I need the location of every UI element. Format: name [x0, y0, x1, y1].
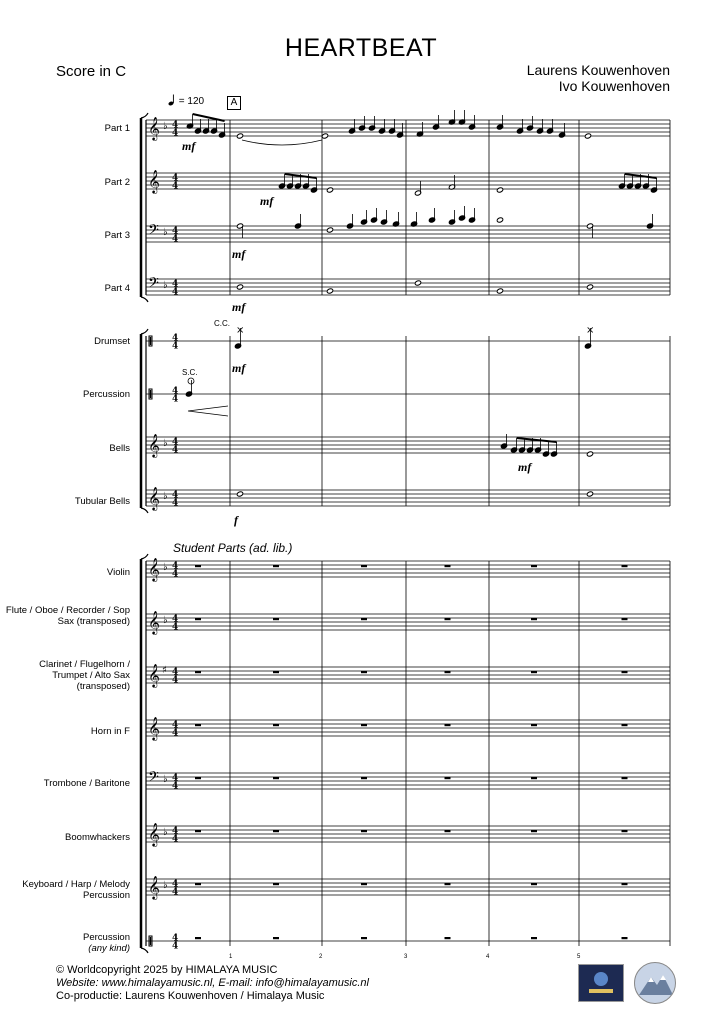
whole-note: [236, 491, 243, 497]
coproduction-credit: Co-productie: Laurens Kouwenhoven / Himalaya Music: [56, 990, 325, 1002]
time-signature-bottom: 4: [172, 234, 179, 245]
sc-annotation: S.C.: [182, 368, 198, 377]
whole-rest-icon: [622, 883, 628, 885]
sharp-icon: ♯: [162, 665, 167, 676]
whole-rest-icon: [273, 671, 279, 673]
whole-rest-icon: [531, 937, 537, 939]
beam: [517, 438, 557, 442]
whole-rest-icon: [195, 724, 201, 726]
staff-12: [146, 720, 670, 736]
whole-note: [236, 133, 243, 139]
whole-rest-icon: [273, 724, 279, 726]
dynamic-part-1: mf: [182, 139, 196, 153]
time-signature-top: 4: [172, 826, 179, 837]
whole-rest-icon: [531, 565, 537, 567]
bracket-hook: [141, 508, 148, 513]
cymbal-icon: ×: [236, 325, 245, 336]
whole-rest-icon: [445, 937, 451, 939]
time-signature-top: 4: [172, 226, 179, 237]
measure-number-2: 2: [319, 954, 323, 960]
dynamic-part-2: mf: [260, 194, 274, 208]
time-signature-bottom: 4: [172, 341, 179, 352]
flat-icon: ♭: [163, 438, 168, 449]
whole-rest-icon: [622, 565, 628, 567]
whole-rest-icon: [531, 724, 537, 726]
staff-7: [146, 437, 670, 453]
whole-rest-icon: [195, 830, 201, 832]
whole-rest-icon: [361, 724, 367, 726]
student-parts-label: Student Parts (ad. lib.): [173, 541, 293, 555]
whole-rest-icon: [445, 724, 451, 726]
whole-rest-icon: [195, 777, 201, 779]
whole-note: [586, 284, 593, 290]
time-signature-bottom: 4: [172, 834, 179, 845]
instrument-subtitle: (any kind): [88, 943, 130, 954]
treble-clef-icon: 𝄞: [148, 486, 160, 510]
whole-rest-icon: [531, 618, 537, 620]
staff-3: [146, 226, 670, 242]
dynamic-tubular-bells: f: [234, 513, 238, 527]
treble-clef-icon: 𝄞: [148, 169, 160, 193]
whole-note: [496, 187, 503, 193]
treble-clef-icon: 𝄞: [148, 822, 160, 846]
instrument-name: Percussion: [83, 932, 130, 943]
tempo-value: = 120: [178, 96, 205, 107]
time-signature-top: 4: [172, 437, 179, 448]
dynamic-bells: mf: [518, 460, 532, 474]
whole-rest-icon: [622, 724, 628, 726]
himalaya-music-logo: [634, 962, 676, 1004]
flat-icon: ♭: [163, 562, 168, 573]
percussion-clef-icon: [150, 390, 151, 398]
staff-13: [146, 773, 670, 789]
album-art-icon: [579, 965, 623, 1001]
composer-2: Ivo Kouwenhoven: [558, 78, 670, 94]
whole-note: [496, 288, 503, 294]
cymbal-icon: ×: [586, 325, 595, 336]
instrument-label-percussion: Percussion: [83, 389, 130, 400]
whole-rest-icon: [195, 883, 201, 885]
instrument-label-trombone: Trombone / Baritone: [43, 778, 130, 789]
measure-number-5: 5: [577, 954, 581, 960]
measure-number-4: 4: [486, 954, 490, 960]
treble-clef-icon: 𝄞: [148, 116, 160, 140]
staff-9: [146, 561, 670, 577]
time-signature-top: 4: [172, 173, 179, 184]
flat-icon: ♭: [163, 827, 168, 838]
note-head: [326, 227, 333, 233]
treble-clef-icon: 𝄞: [148, 433, 160, 457]
rehearsal-mark-a: A: [227, 96, 241, 110]
measure-number-3: 3: [404, 954, 408, 960]
time-signature-bottom: 4: [172, 887, 179, 898]
time-signature-bottom: 4: [172, 622, 179, 633]
website-contact[interactable]: Website: www.himalayamusic.nl, E-mail: info@himalayamusic.nl: [56, 977, 369, 989]
whole-rest-icon: [531, 671, 537, 673]
instrument-label-drumset: Drumset: [94, 336, 130, 347]
time-signature-bottom: 4: [172, 675, 179, 686]
staff-11: [146, 667, 670, 683]
bass-clef-icon: 𝄢: [148, 222, 159, 242]
time-signature-top: 4: [172, 720, 179, 731]
time-signature-top: 4: [172, 614, 179, 625]
whole-rest-icon: [361, 883, 367, 885]
time-signature-bottom: 4: [172, 128, 179, 139]
instrument-label-part-3: Part 3: [104, 230, 130, 241]
whole-note: [321, 133, 328, 139]
instrument-label-violin: Violin: [106, 567, 130, 578]
percussion-clef-icon: [150, 337, 151, 345]
treble-clef-icon: 𝄞: [148, 610, 160, 634]
time-signature-bottom: 4: [172, 498, 179, 509]
whole-rest-icon: [361, 937, 367, 939]
time-signature-bottom: 4: [172, 445, 179, 456]
time-signature-bottom: 4: [172, 394, 179, 405]
time-signature-top: 4: [172, 333, 179, 344]
composer-1: Laurens Kouwenhoven: [526, 62, 670, 78]
time-signature-top: 4: [172, 490, 179, 501]
instrument-label-tubular-bells: Tubular Bells: [74, 496, 130, 507]
score-label: Score in C: [56, 63, 127, 80]
time-signature-top: 4: [172, 279, 179, 290]
time-signature-top: 4: [172, 561, 179, 572]
whole-rest-icon: [622, 830, 628, 832]
whole-rest-icon: [445, 777, 451, 779]
whole-rest-icon: [622, 937, 628, 939]
whole-rest-icon: [361, 618, 367, 620]
soft-mallet-icon: [188, 378, 194, 384]
instrument-label-flute: Flute / Oboe / Recorder / Sop Sax (transposed): [5, 605, 130, 627]
time-signature-bottom: 4: [172, 569, 179, 580]
bracket-hook: [141, 329, 148, 334]
whole-rest-icon: [361, 565, 367, 567]
whole-rest-icon: [195, 565, 201, 567]
whole-rest-icon: [622, 618, 628, 620]
whole-rest-icon: [445, 830, 451, 832]
whole-rest-icon: [361, 830, 367, 832]
whole-note: [584, 133, 591, 139]
treble-clef-icon: 𝄞: [148, 716, 160, 740]
whole-rest-icon: [445, 883, 451, 885]
time-signature-top: 4: [172, 386, 179, 397]
instrument-label-clarinet: Clarinet / Flugelhorn / Trumpet / Alto Sax (transposed): [39, 659, 130, 692]
time-signature-top: 4: [172, 667, 179, 678]
whole-rest-icon: [273, 618, 279, 620]
bass-clef-icon: 𝄢: [148, 275, 159, 295]
score-title: HEARTBEAT: [284, 34, 438, 62]
bracket-hook: [141, 948, 148, 953]
time-signature-bottom: 4: [172, 781, 179, 792]
whole-rest-icon: [273, 777, 279, 779]
instrument-label-part-2: Part 2: [104, 177, 130, 188]
bracket-hook: [141, 113, 148, 118]
staff-15: [146, 879, 670, 895]
whole-note: [586, 451, 593, 457]
whole-rest-icon: [445, 565, 451, 567]
flat-icon: ♭: [163, 615, 168, 626]
staff-10: [146, 614, 670, 630]
time-signature-top: 4: [172, 933, 179, 944]
time-signature-bottom: 4: [172, 287, 179, 298]
instrument-label-bells: Bells: [109, 443, 130, 454]
whole-rest-icon: [273, 883, 279, 885]
whole-note: [496, 217, 503, 223]
measure-number-1: 1: [229, 954, 233, 960]
instrument-label-part-1: Part 1: [104, 123, 130, 134]
staff-14: [146, 826, 670, 842]
whole-rest-icon: [195, 618, 201, 620]
bass-clef-icon: 𝄢: [148, 769, 159, 789]
instrument-label-keyboard: Keyboard / Harp / Melody Percussion: [22, 879, 130, 901]
whole-note: [326, 187, 333, 193]
whole-note: [236, 284, 243, 290]
flat-icon: ♭: [163, 880, 168, 891]
whole-rest-icon: [361, 671, 367, 673]
whole-rest-icon: [273, 937, 279, 939]
bracket-hook: [141, 554, 148, 559]
treble-clef-icon: 𝄞: [148, 875, 160, 899]
crescendo-hairpin: [188, 406, 228, 416]
time-signature-bottom: 4: [172, 941, 179, 952]
treble-clef-icon: 𝄞: [148, 663, 160, 687]
time-signature-top: 4: [172, 120, 179, 131]
whole-rest-icon: [445, 618, 451, 620]
mountain-logo-icon: [635, 963, 675, 1003]
whole-rest-icon: [622, 777, 628, 779]
time-signature-top: 4: [172, 879, 179, 890]
whole-note: [414, 280, 421, 286]
bracket-hook: [141, 297, 148, 302]
time-signature-top: 4: [172, 773, 179, 784]
tie: [242, 140, 322, 145]
whole-rest-icon: [195, 671, 201, 673]
treble-clef-icon: 𝄞: [148, 557, 160, 581]
instrument-label-part-4: Part 4: [104, 283, 130, 294]
whole-rest-icon: [445, 671, 451, 673]
whole-rest-icon: [531, 883, 537, 885]
whole-rest-icon: [273, 565, 279, 567]
whole-rest-icon: [195, 937, 201, 939]
dynamic-drumset: mf: [232, 361, 246, 375]
whole-rest-icon: [531, 777, 537, 779]
flat-icon: ♭: [163, 491, 168, 502]
percussion-clef-icon: [150, 937, 151, 945]
copyright-notice: © Worldcopyright 2025 by HIMALAYA MUSIC: [56, 964, 278, 976]
flat-icon: ♭: [163, 227, 168, 238]
staff-2: [146, 173, 670, 189]
whole-rest-icon: [531, 830, 537, 832]
dynamic-part-3: mf: [232, 247, 246, 261]
cc-annotation: C.C.: [214, 319, 230, 328]
flat-icon: ♭: [163, 121, 168, 132]
whole-note: [586, 491, 593, 497]
whole-note: [326, 288, 333, 294]
instrument-label-horn: Horn in F: [90, 726, 130, 737]
instrument-label-boomwhackers: Boomwhackers: [65, 832, 130, 843]
flat-icon: ♭: [163, 280, 168, 291]
time-signature-bottom: 4: [172, 181, 179, 192]
flat-icon: ♭: [163, 774, 168, 785]
whole-rest-icon: [361, 777, 367, 779]
whole-rest-icon: [273, 830, 279, 832]
dynamic-part-4: mf: [232, 300, 246, 314]
whole-rest-icon: [622, 671, 628, 673]
time-signature-bottom: 4: [172, 728, 179, 739]
himalaya-album-logo: [578, 964, 624, 1002]
